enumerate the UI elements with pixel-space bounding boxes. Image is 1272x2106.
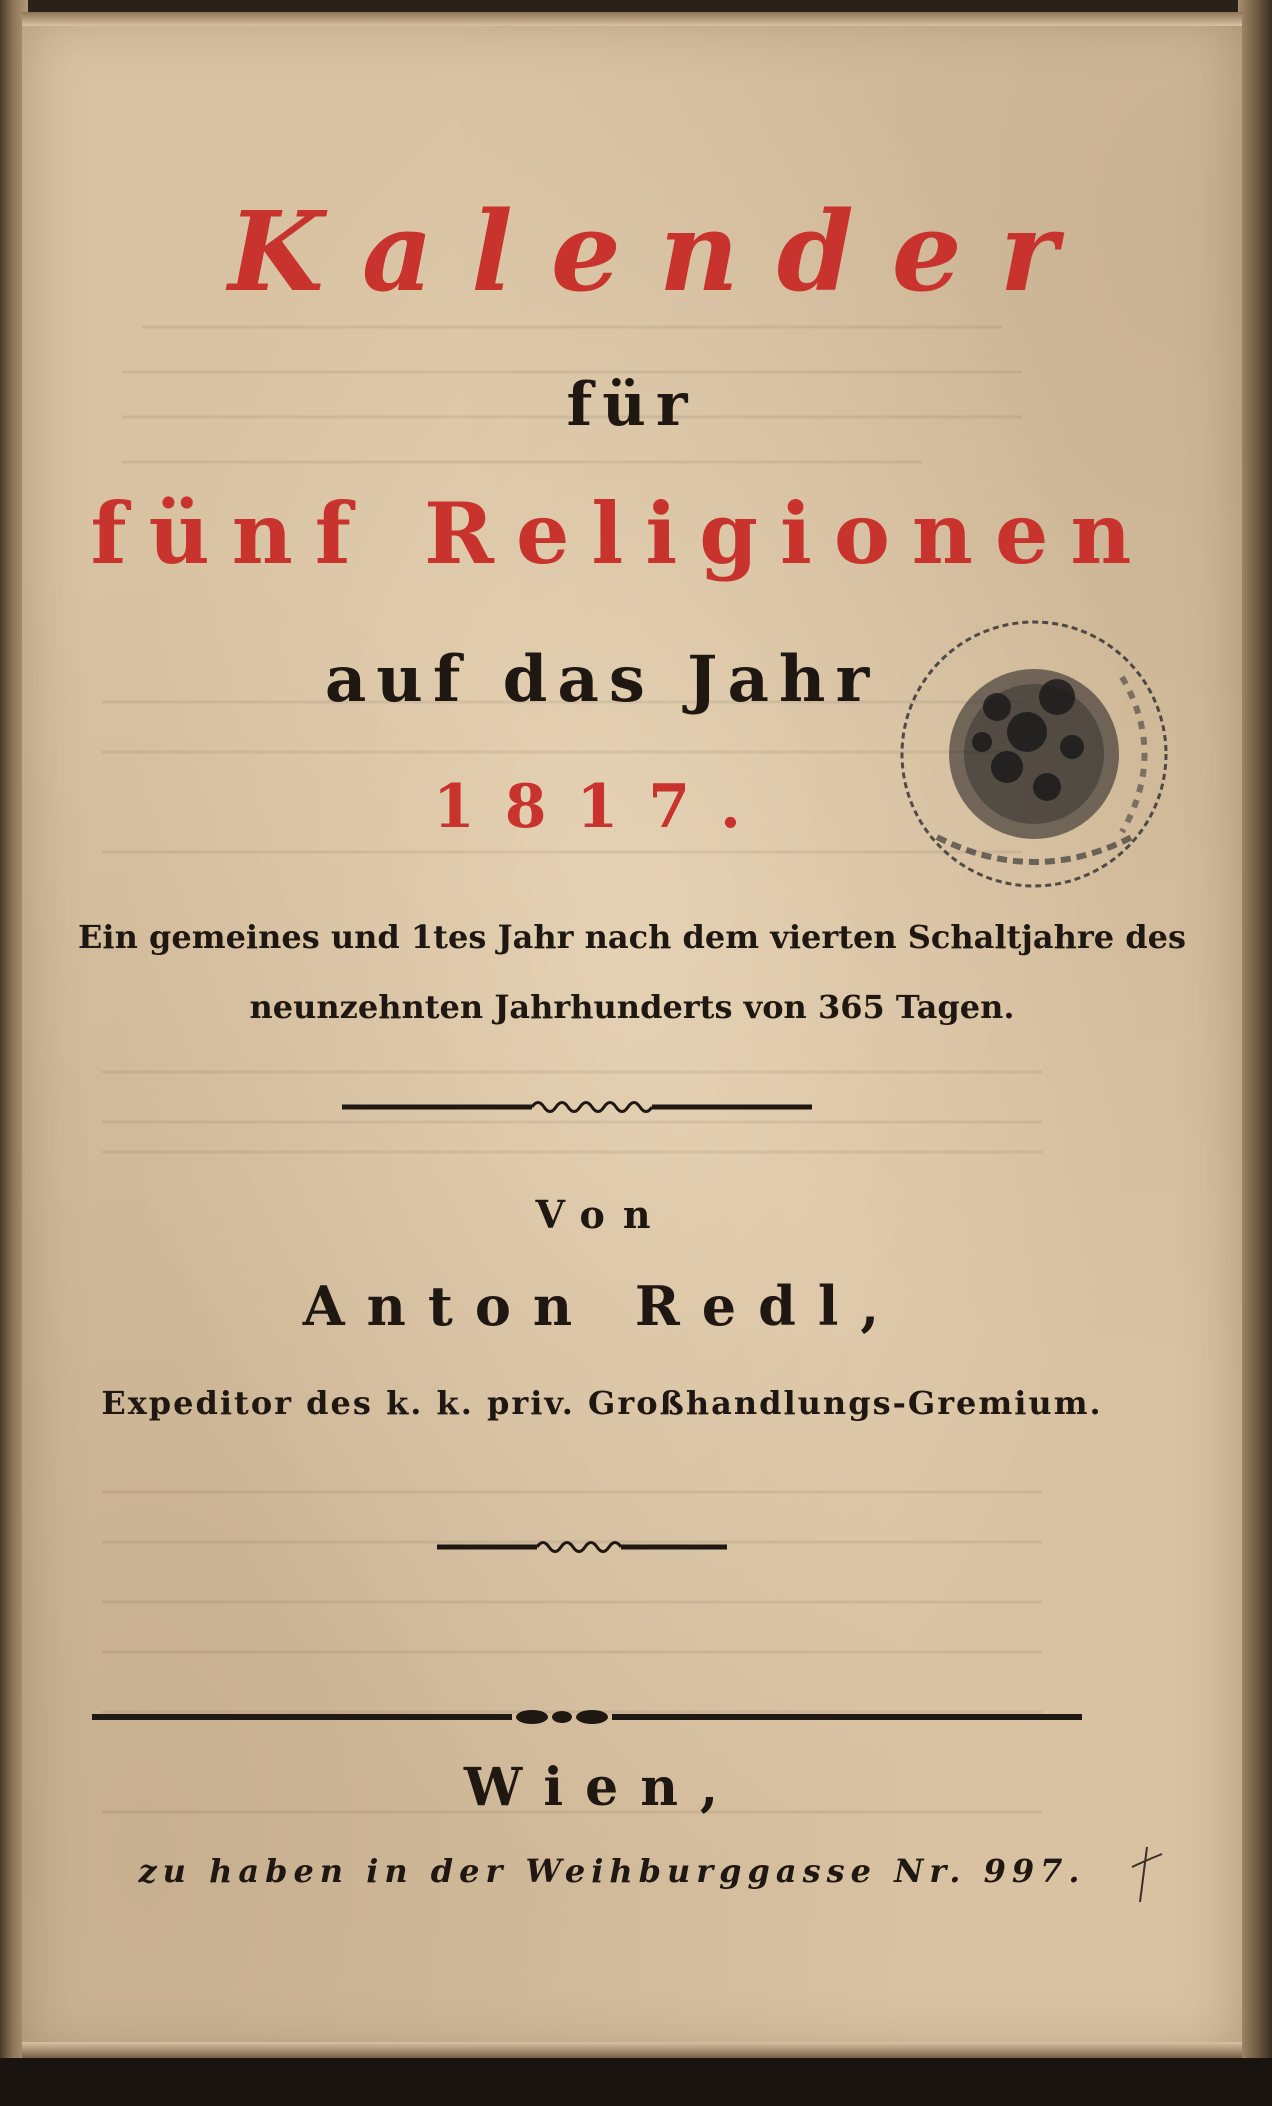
description-line-2: neunzehnten Jahrhunderts von 365 Tagen. xyxy=(249,988,1015,1026)
author-role: Expeditor des k. k. priv. Großhandlungs-Gremium. xyxy=(101,1384,1103,1422)
library-stamp xyxy=(897,617,1172,892)
title-page xyxy=(22,12,1242,2060)
by-label: Von xyxy=(535,1192,669,1237)
description xyxy=(42,902,1222,1042)
author-name: Anton Redl, xyxy=(302,1274,902,1338)
pencil-mark xyxy=(1112,1842,1172,1912)
title-religions: fünf Religionen xyxy=(90,484,1154,583)
city: Wien, xyxy=(463,1757,741,1818)
ornamental-rule-top xyxy=(342,1092,842,1122)
scan-bottom-border xyxy=(0,2058,1272,2106)
title-year: 1817. xyxy=(433,772,771,842)
address: zu haben in der Weihburggasse Nr. 997. xyxy=(138,1852,1086,1890)
title-fuer: für xyxy=(566,370,698,440)
ornamental-rule-bottom xyxy=(92,1702,1092,1732)
description-line-1: Ein gemeines und 1tes Jahr nach dem vierten Schaltjahre des xyxy=(78,918,1186,956)
title-year-line: auf das Jahr xyxy=(324,642,880,717)
title-kalender: Kalender xyxy=(228,187,1096,316)
ornamental-rule-middle xyxy=(437,1532,737,1562)
